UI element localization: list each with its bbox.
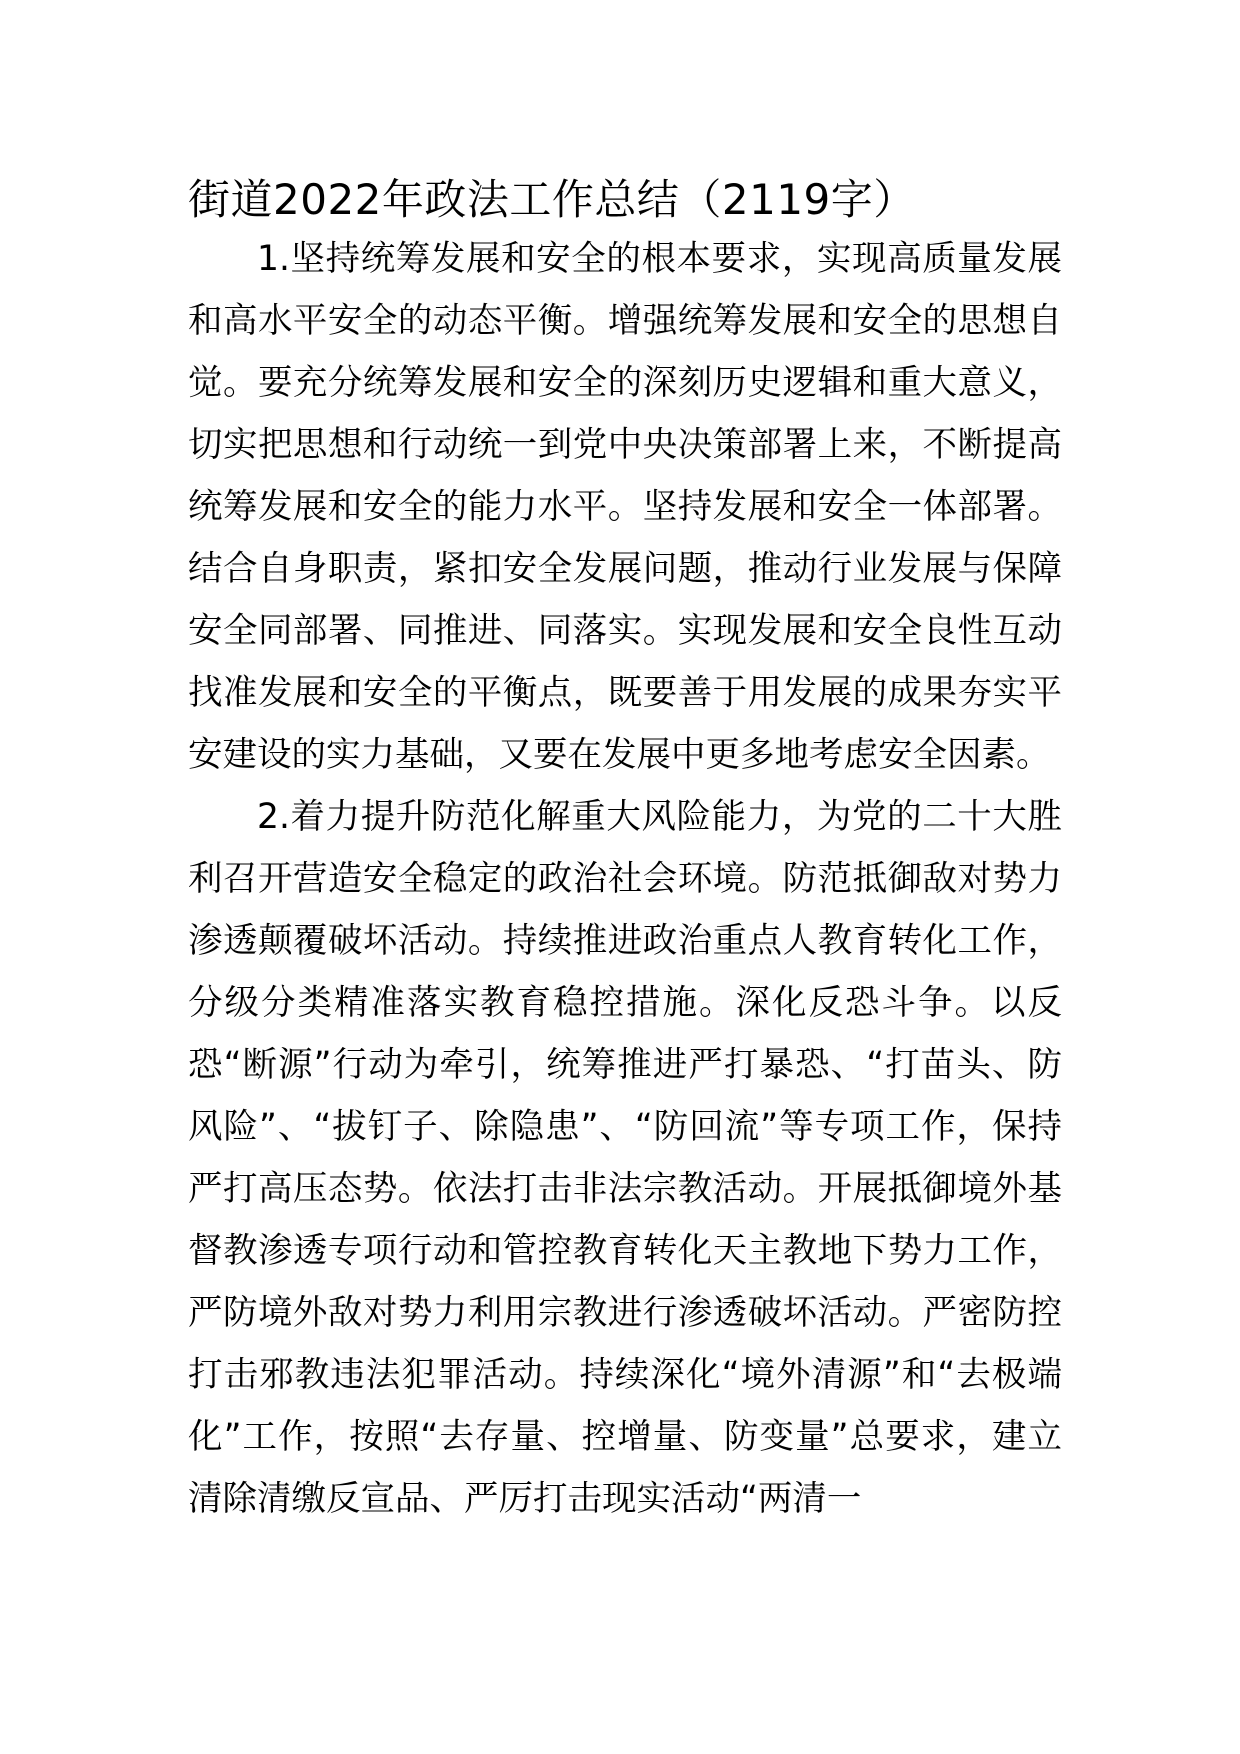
document-title: 街道2022年政法工作总结（2119字） [188,175,916,224]
document-body [188,228,1062,1530]
paragraph-2: 2.着力提升防范化解重大风险能力，为党的二十大胜利召开营造安全稳定的政治社会环境。防范抵御敌对势力渗透颠覆破坏活动。持续推进政治重点人教育转化工作，分级分类精准落实教育稳控措施。深化反恐斗争。以反恐“断源”行动为牵引，统筹推进严打暴恐、“打苗头、防风险”、“拔钉子、除隐患”、“防回流”等专项工作，保持严打高压态势。依法打击非法宗教活动。开展抵御境外基督教渗透专项行动和管控教育转化天主教地下势力工作，严防境外敌对势力利用宗教进行渗透破坏活动。严密防控打击邪教违法犯罪活动。持续深化“境外清源”和“去极端化”工作，按照“去存量、控增量、防变量”总要求，建立清除清缴反宣品、严厉打击现实活动“两清一 [188,797,1062,1519]
paragraph-1: 1.坚持统筹发展和安全的根本要求，实现高质量发展和高水平安全的动态平衡。增强统筹发展和安全的思想自觉。要充分统筹发展和安全的深刻历史逻辑和重大意义，切实把思想和行动统一到党中央决策部署上来，不断提高统筹发展和安全的能力水平。坚持发展和安全一体部署。结合自身职责，紧扣安全发展问题，推动行业发展与保障安全同部署、同推进、同落实。实现发展和安全良性互动找准发展和安全的平衡点，既要善于用发展的成果夯实平安建设的实力基础，又要在发展中更多地考虑安全因素。 [188,239,1062,775]
